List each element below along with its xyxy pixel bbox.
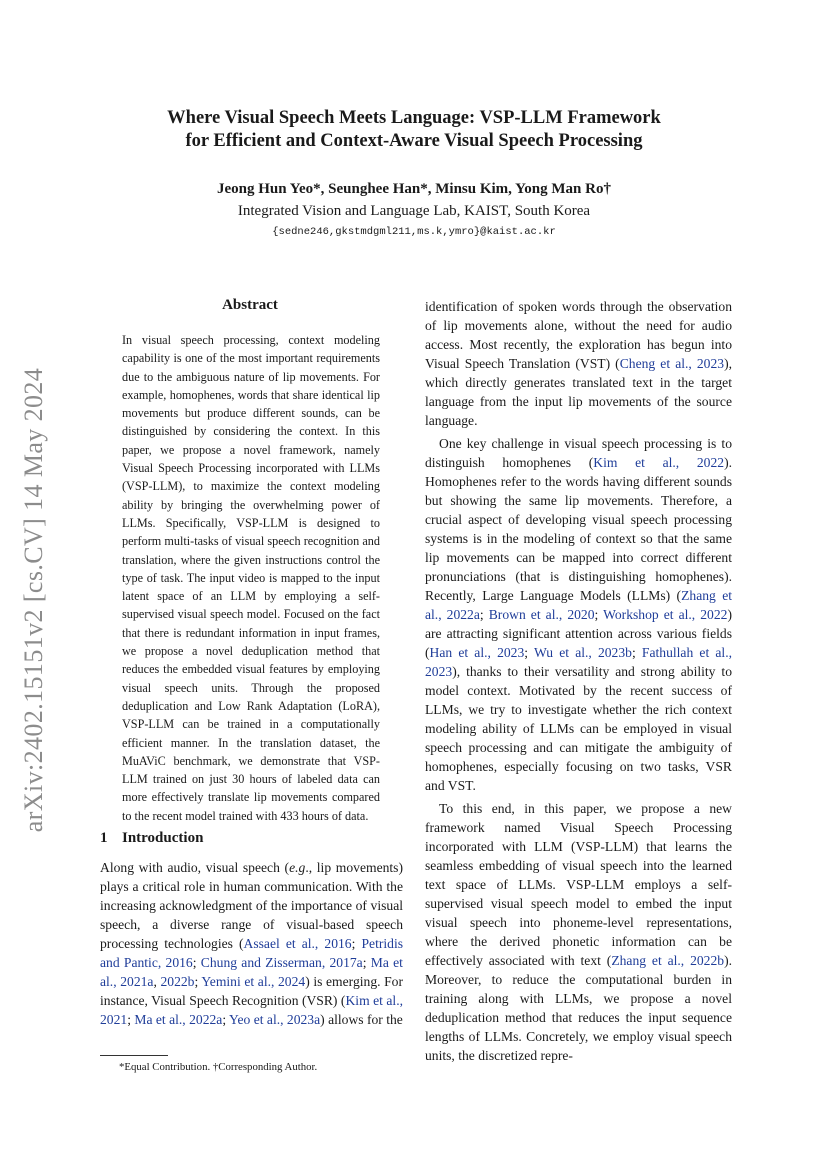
abstract-text: In visual speech processing, context modeling capability is one of the most important requirements due to the ambiguous nature of lip movements. For example, homophenes, words that share identical lip movements but produce different sounds, can be distinguished by considering the context. In this paper, we propose a novel framework, namely Visual Speech Processing incorporated with LLMs (VSP-LLM), to maximize the context modeling ability by bringing the overwhelming power of LLMs. Specifically, VSP-LLM is designed to perform multi-tasks of visual speech recognition and translation, where the given instructions control the type of task. The input video is mapped to the input latent space of an LLM by employing a self-supervised visual speech model. Focused on the fact that there is redundant information in input frames, we propose a novel deduplication method that reduces the embedded visual features by employing visual speech units. Through the proposed deduplication and Low Rank Adaptation (LoRA), VSP-LLM can be trained in a computationally efficient manner. In the translation dataset, the MuAViC benchmark, we demonstrate that VSP-LLM trained on just 30 hours of labeled data can more effectively translate lip movements compared to the recent model trained with 433 hours of data. [122,333,380,823]
text-run: ; [362,955,371,970]
citation-link[interactable]: Cheng et al., 2023 [619,356,725,371]
citation-link[interactable]: Assael et al., 2016 [243,936,352,951]
text-run: ; [594,607,604,622]
author-emails: {sedne246,gkstmdgml211,ms.k,ymro}@kaist.ac.kr [272,226,556,238]
footnote-divider [100,1055,168,1056]
section-number: 1 [100,830,108,846]
citation-link[interactable]: Wu et al., 2023b [533,645,632,660]
introduction-paragraph-1 [100,858,403,1029]
citation-link[interactable]: Han et al., 2023 [429,645,525,660]
text-run-italic: e.g [289,860,306,875]
arxiv-identifier-text: arXiv:2402.15151v2 [cs.CV] 14 May 2024 [19,367,48,833]
text-run: Along with audio, visual speech ( [100,860,290,875]
citation-link[interactable]: Ma et al., 2022a [134,1012,223,1027]
citation-link[interactable]: Workshop et al., 2022 [603,607,728,622]
section-title: Introduction [122,830,204,846]
text-run: ), which directly generates translated text in the target language from the input lip movements of the source language. [425,356,733,428]
text-run: ), thanks to their versatility and strong ability to model context. Motivated by the recent success of LLMs, we try to investigate whether the rich context modeling ability of LLMs can be employed in visual speech processing and can mitigate the ambiguity of homophenes, especially focusing on two tasks, VSR and VST. [425,664,732,793]
citation-link[interactable]: Yemini et al., 2024 [201,974,306,989]
text-run: ; [524,645,534,660]
footnote: *Equal Contribution. †Corresponding Author. [119,1061,318,1073]
body-paragraph-homophenes [425,434,732,795]
paper-title [100,107,728,153]
title-line-1: Where Visual Speech Meets Language: VSP-LLM Framework [167,108,661,128]
arxiv-identifier [14,350,54,850]
text-run: ) is emerging. For instance, Visual Speech Recognition (VSR) ( [100,974,404,1008]
citation-link[interactable]: Chung and Zisserman, 2017a [200,955,363,970]
title-line-2: for Efficient and Context-Aware Visual Speech Processing [185,131,643,151]
text-run: ; [222,1012,230,1027]
text-run: ; [127,1012,135,1027]
citation-link[interactable]: Kim et al., 2022 [593,455,725,470]
citation-link[interactable]: 2022b [160,974,195,989]
citation-link[interactable]: Petridis and Pantic, 2016 [100,936,404,970]
body-paragraph-framework [425,799,732,1065]
citation-link[interactable]: Ma et al., 2021a [100,955,403,989]
citation-link[interactable]: Yeo et al., 2023a [229,1012,321,1027]
text-run: One key challenge in visual speech processing is to distinguish homophenes ( [425,436,732,470]
text-run: ). Homophenes refer to the words having different sounds but showing the same lip movements. Therefore, a crucial aspect of developing visual speech processing systems is in the modeling of context so that the same lip movements can be mapped into correct different pronunciations (that is distinguishing homophenes). Recently, Large Language Models (LLMs) ( [425,455,732,603]
right-column [425,297,732,1069]
text-run: identification of spoken words through the observation of lip movements alone, without the need for audio access. Most recently, the exploration has begun into Visual Speech Translation (VST) ( [425,299,732,371]
citation-link[interactable]: Kim et al., 2021 [100,993,403,1027]
citation-link[interactable]: Zhang et al., 2022a [425,588,733,622]
text-run: , [153,974,161,989]
text-run: ., lip movements) plays a critical role in human communication. With the increasing acknowledgment of the importance of visual speech, a diverse range of visual-based speech processing technologies ( [100,860,403,951]
abstract-heading: Abstract [222,297,278,313]
text-run: ) allows for the [320,1012,403,1027]
text-run: ; [631,645,642,660]
text-run: ; [194,974,202,989]
citation-link[interactable]: Zhang et al., 2022b [611,953,725,968]
citation-link[interactable]: Brown et al., 2020 [488,607,595,622]
text-run: ; [192,955,201,970]
text-run: ). Moreover, to reduce the computational burden in training along with LLMs, we propose a novel deduplication method that reduces the input sequence lengths of LLMs. Concretely, we employ visual speech units, the discretized repre- [425,953,733,1063]
body-paragraph-continued [425,297,732,430]
citation-link[interactable]: Fathullah et al., 2023 [425,645,732,679]
text-run: ) are attracting significant attention across various fields ( [425,607,732,660]
author-list: Jeong Hun Yeo*, Seunghee Han*, Minsu Kim, Yong Man Ro† [217,181,611,197]
text-run: ; [479,607,489,622]
text-run: To this end, in this paper, we propose a new framework named Visual Speech Processing incorporated with LLM (VSP-LLM) that learns the seamless embedding of visual speech into the learned text space of LLMs. VSP-LLM employs a self-supervised visual speech model to embed the input visual speech into phoneme-level representations, where the derived phonetic information can be effectively associated with text ( [425,801,732,968]
affiliation: Integrated Vision and Language Lab, KAIST, South Korea [237,203,591,219]
section-heading-introduction [100,830,203,847]
text-run: ; [351,936,362,951]
